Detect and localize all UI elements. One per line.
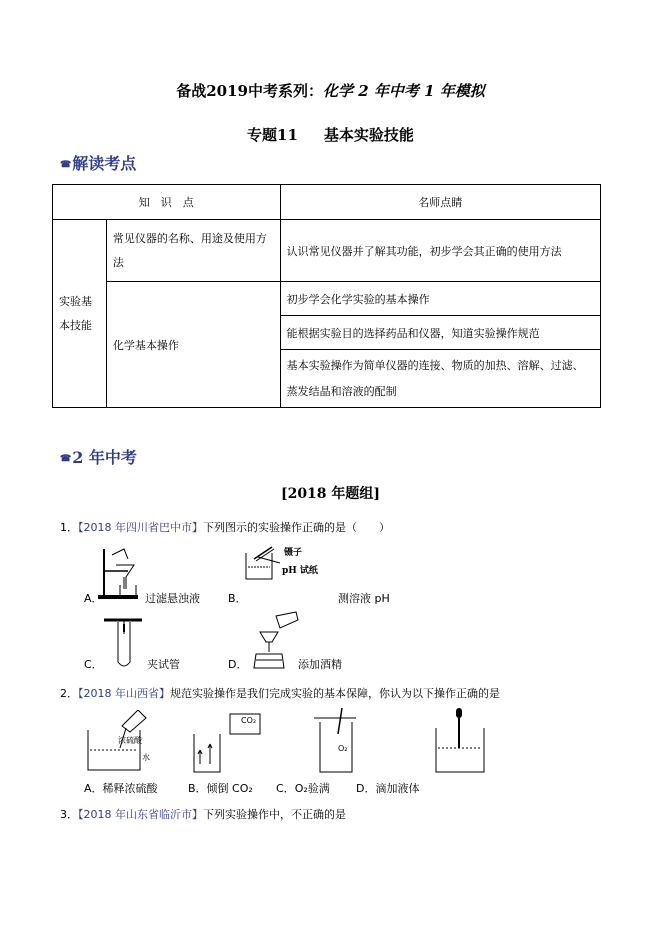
filtration-figure — [98, 545, 146, 601]
question-2: 2．【2018 年山西省】规范实验操作是我们完成实验的基本保障，你认为以下操作正确的是 — [60, 687, 500, 700]
q1-option-c: C． — [84, 658, 103, 671]
q1-option-d-caption: 添加酒精 — [298, 658, 342, 671]
header-teacher-notes: 名师点睛 — [280, 185, 600, 220]
section-title: 2 年中考 — [72, 448, 137, 467]
q1-option-d: D． — [228, 658, 248, 671]
question-source: 【2018 年山东省临沂市】 — [78, 808, 203, 821]
document-title — [0, 80, 661, 101]
test-tube-holder-figure — [98, 614, 148, 670]
title-main: 备战2019中考系列： — [176, 82, 323, 100]
question-3: 3．【2018 年山东省临沂市】下列实验操作中，不正确的是 — [60, 808, 346, 821]
question-text: 下列实验操作中，不正确的是 — [203, 808, 346, 821]
q2-option-c: C．O₂验满 — [276, 782, 330, 795]
q2-option-a: A．稀释浓硫酸 — [84, 782, 158, 795]
q1-option-a-caption: 过滤悬浊液 — [145, 592, 200, 605]
topic-title — [0, 124, 661, 145]
dropper-figure — [432, 708, 488, 774]
year-group-title: [2018 年题组] — [280, 486, 381, 502]
header-knowledge-point: 知 识 点 — [53, 185, 281, 220]
q1-option-b: B． — [228, 592, 247, 605]
q2-option-d: D．滴加液体 — [356, 782, 420, 795]
acid-label: 浓硫酸 — [118, 736, 142, 745]
row1-note: 认识常见仪器并了解其功能，初步学会其正确的使用方法 — [280, 220, 600, 282]
row1-topic: 常见仪器的名称、用途及使用方法 — [106, 220, 280, 282]
question-source: 【2018 年山西省】 — [78, 687, 170, 700]
group-label: 实验基本技能 — [53, 220, 107, 408]
topic-number: 专题11 — [247, 126, 298, 144]
q1-option-a: A． — [84, 592, 103, 605]
tweezers-label: 镊子 — [284, 548, 303, 558]
row2-note3: 基本实验操作为简单仪器的连接、物质的加热、溶解、过滤、蒸发结晶和溶液的配制 — [280, 350, 600, 408]
phone-icon: ☎ — [60, 453, 72, 464]
question-text: 下列图示的实验操作正确的是（ ） — [203, 521, 390, 534]
row2-note2: 能根据实验目的选择药品和仪器，知道实验操作规范 — [280, 316, 600, 350]
question-text: 规范实验操作是我们完成实验的基本保障，你认为以下操作正确的是 — [170, 687, 500, 700]
co2-label: CO₂ — [241, 716, 257, 725]
section-heading-interpret — [60, 151, 136, 174]
water-label: 水 — [142, 753, 150, 762]
row2-note1: 初步学会化学实验的基本操作 — [280, 282, 600, 316]
phone-icon: ☎ — [60, 159, 72, 170]
section-heading-two-years — [60, 445, 137, 468]
row2-topic: 化学基本操作 — [106, 282, 280, 408]
alcohol-lamp-figure — [246, 610, 300, 670]
topic-name: 基本实验技能 — [323, 126, 414, 144]
o2-label: O₂ — [338, 744, 348, 753]
oxygen-check-figure — [312, 708, 360, 774]
q1-option-b-caption: 测溶液 pH — [338, 592, 390, 605]
section-title: 解读考点 — [72, 154, 137, 173]
q2-option-b: B．倾倒 CO₂ — [188, 782, 253, 795]
knowledge-table — [52, 184, 601, 408]
question-1: 1．【2018 年四川省巴中市】下列图示的实验操作正确的是（ ） — [60, 521, 390, 534]
ph-paper-label: pH 试纸 — [282, 566, 318, 576]
title-script: 化学 2 年中考 1 年模拟 — [322, 82, 485, 100]
q1-option-c-caption: 夹试管 — [147, 658, 180, 671]
question-source: 【2018 年四川省巴中市】 — [78, 521, 203, 534]
